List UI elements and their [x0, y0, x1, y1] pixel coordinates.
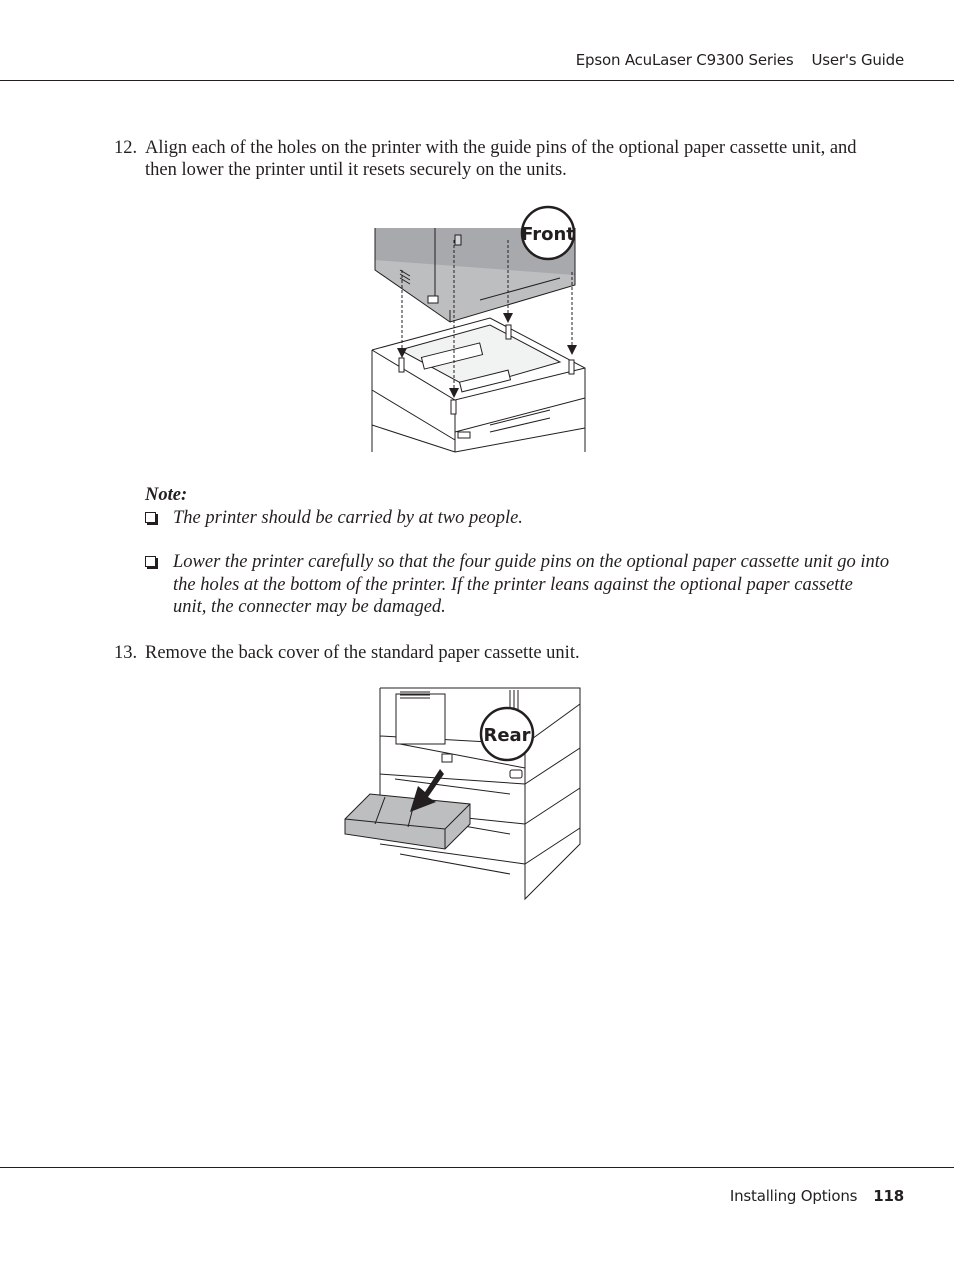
- step-text: Align each of the holes on the printer with the guide pins of the optional paper cassette unit, and then lower the printer until it resets securely on the units.: [145, 138, 857, 180]
- page-header: [0, 0, 954, 82]
- note-item-text: Lower the printer carefully so that the four guide pins on the optional paper cassette unit go into the holes at the bottom of the printer. If the printer leans against the optional paper cassette unit, the connecter may be damaged.: [173, 552, 890, 617]
- front-label: Front: [521, 224, 575, 245]
- step-number: 12.: [114, 138, 138, 158]
- rear-label: Rear: [483, 725, 531, 746]
- page-number: 118: [873, 1187, 904, 1205]
- note-title: Note:: [145, 485, 188, 505]
- footer-rule: [0, 1167, 954, 1168]
- page-footer: [730, 1187, 904, 1205]
- step-text: Remove the back cover of the standard paper cassette unit.: [145, 643, 580, 663]
- header-rule: [0, 80, 954, 81]
- step-number: 13.: [114, 643, 138, 663]
- checkbox-bullet-icon: [145, 512, 156, 523]
- note-item-text: The printer should be carried by at two people.: [173, 507, 523, 528]
- footer-section: Installing Options: [729, 1187, 858, 1205]
- header-text: [576, 51, 904, 69]
- note-item: [145, 507, 890, 530]
- note-block: [145, 484, 890, 619]
- header-product: Epson AcuLaser C9300 Series: [575, 51, 794, 69]
- rear-cover-removal-illustration: [340, 684, 588, 902]
- note-item: [145, 551, 890, 619]
- printer-lowering-illustration: [360, 200, 590, 455]
- header-guide: User's Guide: [811, 51, 904, 69]
- checkbox-bullet-icon: [145, 556, 156, 567]
